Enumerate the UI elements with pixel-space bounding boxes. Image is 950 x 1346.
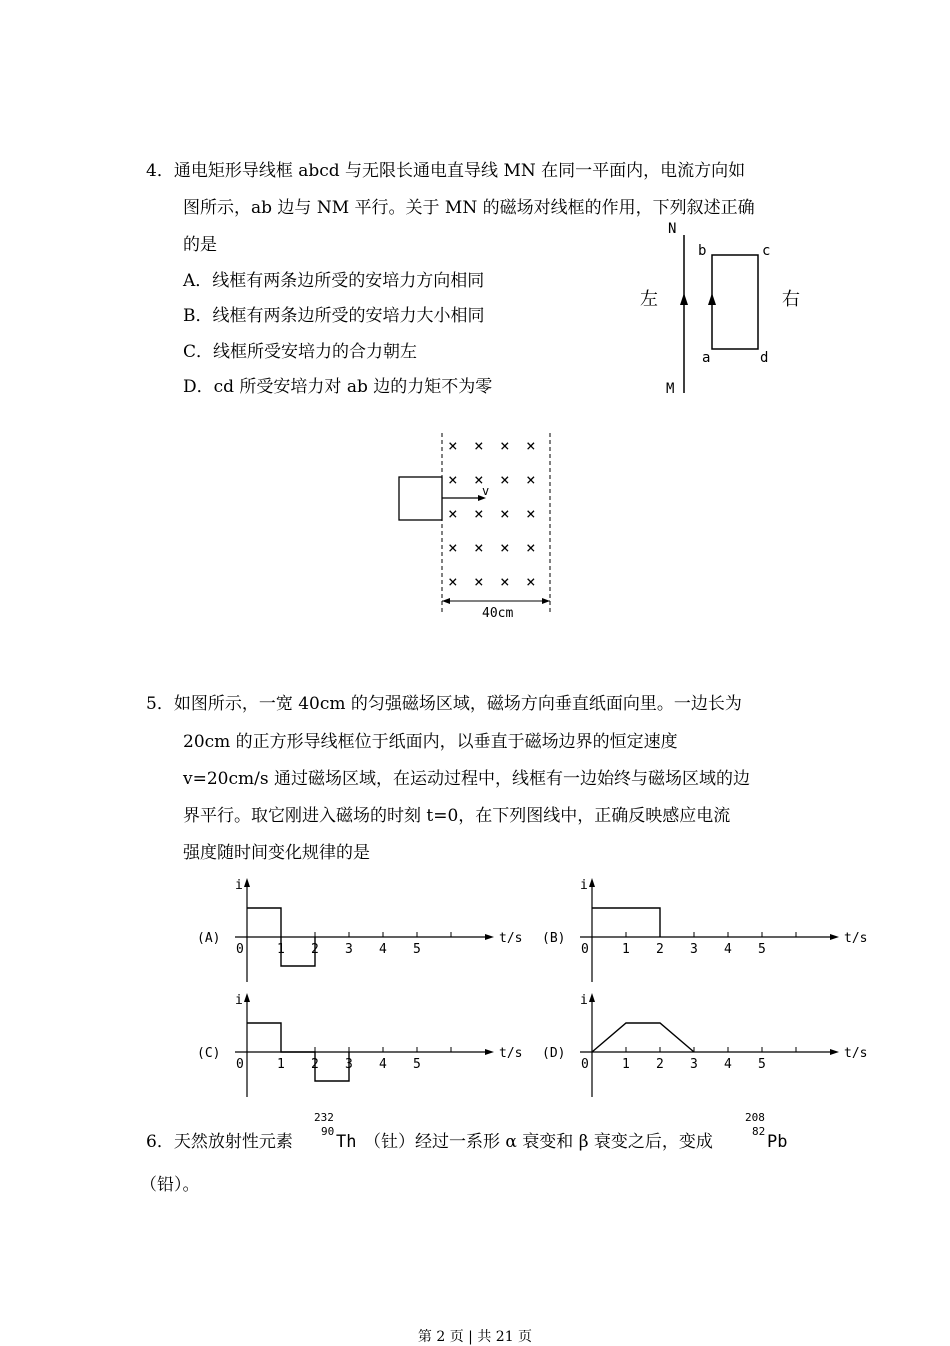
label-n: N bbox=[668, 221, 677, 237]
graph-tick-label: 4 bbox=[379, 1057, 387, 1072]
graph-tick-label: 0 bbox=[236, 1057, 244, 1072]
thorium-atomic-number: 90 bbox=[321, 1125, 335, 1138]
graph-tick-label: 2 bbox=[656, 1057, 664, 1072]
graph-y-label: i bbox=[580, 993, 588, 1008]
lead-atomic-number: 82 bbox=[752, 1125, 766, 1138]
q6-line-1-prefix: 6．天然放射性元素 bbox=[146, 1132, 293, 1152]
q4-option-c: C．线框所受安培力的合力朝左 bbox=[183, 342, 418, 362]
field-cross: × bbox=[474, 436, 484, 455]
graph-tick-label: 5 bbox=[758, 942, 766, 957]
field-cross: × bbox=[500, 504, 510, 523]
graph-tick-label: 2 bbox=[656, 942, 664, 957]
q5-current-graphs bbox=[190, 875, 870, 1105]
graph-tick-label: 2 bbox=[311, 1057, 319, 1072]
field-cross: × bbox=[448, 470, 458, 489]
velocity-label: v bbox=[482, 484, 490, 498]
label-c: c bbox=[762, 243, 771, 259]
field-cross: × bbox=[448, 538, 458, 557]
field-crosses bbox=[448, 436, 536, 591]
q6-line-1-middle: （钍）经过一系形 α 衰变和 β 衰变之后，变成 bbox=[364, 1132, 713, 1152]
q5-line-4: 界平行。取它刚进入磁场的时刻 t=0，在下列图线中，正确反映感应电流 bbox=[183, 806, 731, 826]
width-arrow-left bbox=[442, 598, 450, 604]
graph-tick-label: 0 bbox=[236, 942, 244, 957]
field-cross: × bbox=[448, 572, 458, 591]
graph-tick-label: 4 bbox=[724, 1057, 732, 1072]
thorium-symbol: Th bbox=[336, 1132, 357, 1152]
field-cross: × bbox=[500, 470, 510, 489]
graph-y-arrowhead bbox=[244, 878, 250, 887]
graph-panel-label: (B) bbox=[542, 931, 566, 946]
graph-tick-label: 1 bbox=[277, 1057, 285, 1072]
q6-line-2: （铅）。 bbox=[140, 1175, 200, 1195]
field-cross: × bbox=[448, 436, 458, 455]
graph-tick-label: 0 bbox=[581, 942, 589, 957]
thorium-mass-number: 232 bbox=[314, 1111, 334, 1124]
graph-x-label: t/s bbox=[499, 931, 523, 946]
graph-x-label: t/s bbox=[844, 1046, 868, 1061]
lead-isotope bbox=[745, 1112, 793, 1156]
q4-line-3: 的是 bbox=[183, 235, 217, 255]
graph-tick-label: 3 bbox=[690, 942, 698, 957]
graph-tick-label: 5 bbox=[758, 1057, 766, 1072]
graph-x-label: t/s bbox=[844, 931, 868, 946]
graph-tick-label: 3 bbox=[690, 1057, 698, 1072]
field-cross: × bbox=[474, 504, 484, 523]
field-cross: × bbox=[474, 538, 484, 557]
q5-line-1: 5．如图所示，一宽 40cm 的匀强磁场区域，磁场方向垂直纸面向里。一边长为 bbox=[146, 694, 742, 714]
field-cross: × bbox=[526, 572, 536, 591]
graph-x-arrowhead bbox=[485, 934, 494, 940]
field-cross: × bbox=[526, 504, 536, 523]
graph-panel-label: (A) bbox=[197, 931, 221, 946]
q5-line-3: v=20cm/s 通过磁场区域，在运动过程中，线框有一边始终与磁场区域的边 bbox=[183, 769, 750, 789]
field-cross: × bbox=[526, 538, 536, 557]
q4-option-b: B．线框有两条边所受的安培力大小相同 bbox=[183, 306, 485, 326]
field-cross: × bbox=[526, 436, 536, 455]
graph-tick-label: 1 bbox=[622, 942, 630, 957]
q4-line-1: 4．通电矩形导线框 abcd 与无限长通电直导线 MN 在同一平面内，电流方向如 bbox=[146, 161, 746, 181]
lead-mass-number: 208 bbox=[745, 1111, 765, 1124]
field-cross: × bbox=[500, 538, 510, 557]
field-region-figure bbox=[390, 425, 570, 625]
label-right: 右 bbox=[782, 289, 800, 310]
graph-tick-label: 5 bbox=[413, 1057, 421, 1072]
q5-line-2: 20cm 的正方形导线框位于纸面内，以垂直于磁场边界的恒定速度 bbox=[183, 732, 678, 752]
square-loop bbox=[399, 477, 442, 520]
label-m: M bbox=[666, 381, 675, 397]
width-arrow-right bbox=[542, 598, 550, 604]
q4-option-a: A．线框有两条边所受的安培力方向相同 bbox=[183, 271, 485, 291]
graph-y-label: i bbox=[580, 878, 588, 893]
field-cross: × bbox=[474, 572, 484, 591]
graph-y-label: i bbox=[235, 993, 243, 1008]
graph-y-arrowhead bbox=[244, 993, 250, 1002]
width-label: 40cm bbox=[482, 606, 514, 621]
loop-current-arrow bbox=[708, 293, 716, 305]
graph-tick-label: 0 bbox=[581, 1057, 589, 1072]
q5-line-5: 强度随时间变化规律的是 bbox=[183, 843, 370, 863]
field-cross: × bbox=[500, 436, 510, 455]
graph-tick-label: 3 bbox=[345, 942, 353, 957]
label-b: b bbox=[698, 243, 707, 259]
graph-x-arrowhead bbox=[830, 934, 839, 940]
graph-y-label: i bbox=[235, 878, 243, 893]
field-cross: × bbox=[526, 470, 536, 489]
label-left: 左 bbox=[640, 289, 658, 310]
graph-tick-label: 5 bbox=[413, 942, 421, 957]
graph-x-arrowhead bbox=[485, 1049, 494, 1055]
q4-wire-loop-figure bbox=[630, 215, 820, 400]
q4-line-2: 图所示，ab 边与 NM 平行。关于 MN 的磁场对线框的作用，下列叙述正确 bbox=[183, 198, 755, 218]
graph-c bbox=[197, 993, 522, 1097]
graph-y-arrowhead bbox=[589, 878, 595, 887]
graph-x-arrowhead bbox=[830, 1049, 839, 1055]
graph-tick-label: 4 bbox=[379, 942, 387, 957]
graph-x-label: t/s bbox=[499, 1046, 523, 1061]
field-cross: × bbox=[500, 572, 510, 591]
graph-current-series bbox=[592, 1023, 694, 1052]
label-a: a bbox=[702, 350, 711, 366]
lead-symbol: Pb bbox=[767, 1132, 788, 1152]
field-cross: × bbox=[448, 504, 458, 523]
graph-tick-label: 3 bbox=[345, 1057, 353, 1072]
graph-b bbox=[542, 878, 867, 982]
graph-tick-label: 1 bbox=[622, 1057, 630, 1072]
graph-d bbox=[542, 993, 867, 1097]
field-cross: × bbox=[474, 470, 484, 489]
graph-tick-label: 1 bbox=[277, 942, 285, 957]
graph-panel-label: (D) bbox=[542, 1046, 566, 1061]
graph-tick-label: 4 bbox=[724, 942, 732, 957]
loop-abcd bbox=[712, 255, 758, 349]
wire-current-arrow bbox=[680, 293, 688, 305]
q4-option-d: D．cd 所受安培力对 ab 边的力矩不为零 bbox=[183, 377, 493, 397]
graph-panel-label: (C) bbox=[197, 1046, 221, 1061]
graph-tick-label: 2 bbox=[311, 942, 319, 957]
graph-a bbox=[197, 878, 522, 982]
page-footer: 第 2 页 | 共 21 页 bbox=[417, 1329, 533, 1345]
label-d: d bbox=[760, 350, 769, 366]
thorium-isotope bbox=[314, 1112, 362, 1156]
graph-y-arrowhead bbox=[589, 993, 595, 1002]
